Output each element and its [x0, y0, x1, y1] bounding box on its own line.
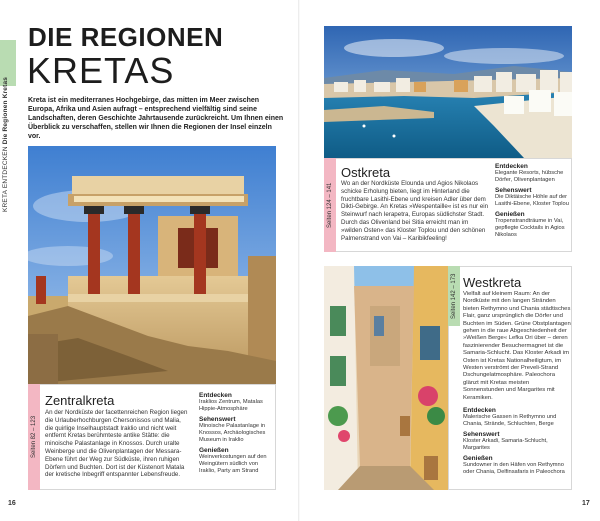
region-text-ostkreta: Wo an der Nordküste Elounda und Agios Nikolaos schicke Erholung bieten, liegt im Hinterland die fruchtbare Lasithi-Ebene und kreisen Adler über dem Dikti-Gebirge. An Kretas »Wespentaille« ist es nur ein Steinwurf nach Ierapetra, Europas südlichster Stadt. Durch das Olivenland bei Sitia erreicht man im »wilden Osten« das Kloster Toplou und den schönen Palmenstrand von Vai – Karibikfeeling!	[341, 180, 489, 242]
facts-ostkreta	[495, 163, 571, 239]
facts-heading-sehenswert: Sehenswert	[495, 187, 532, 194]
knossos-photo	[28, 146, 276, 384]
page-title-line2: KRETAS	[27, 50, 175, 91]
pages-tab-zentralkreta: Seiten 82 – 123	[28, 384, 40, 490]
facts-entdecken: Malerische Gassen in Rethymno und Chania, Strände, Schluchten, Berge	[463, 414, 557, 427]
facts-geniessen: Sundowner in den Häfen von Rethymno oder Chania, Delfinsafaris in Paleochora	[463, 462, 565, 475]
region-title-ostkreta: Ostkreta	[341, 165, 391, 180]
facts-heading-geniessen: Genießen	[495, 211, 525, 218]
facts-geniessen: Weinverkostungen auf den Weingütern südlich von Iraklio, Party am Strand	[199, 454, 267, 474]
street-photo	[324, 266, 448, 490]
facts-sehenswert: Die Diktäische Höhle auf der Lasithi-Ebene, Kloster Toplou	[495, 194, 569, 207]
facts-zentralkreta	[199, 392, 273, 475]
street-illustration	[324, 266, 448, 490]
facts-entdecken: Iraklios Zentrum, Matalas Hippie-Atmosphäre	[199, 399, 263, 412]
region-card-ostkreta	[324, 158, 572, 252]
intro-paragraph: Kreta ist ein mediterranes Hochgebirge, das mitten im Meer zwischen Europa, Afrika und Asien aufragt – entsprechend vielfältig sind seine Landschaften, deren Geschichte Jahrtausende zurückreicht. Um Ihnen einen Überblick zu verschaffen, stellen wir Ihnen die Regionen der Insel einzeln vor.	[28, 97, 284, 140]
facts-entdecken: Elegante Resorts, hübsche Dörfer, Olivenplantagen	[495, 170, 564, 183]
page-number-left: 16	[8, 500, 16, 507]
facts-sehenswert: Kloster Arkadi, Samaria-Schlucht, Margarites	[463, 438, 548, 451]
facts-heading-sehenswert: Sehenswert	[199, 416, 236, 423]
region-title-westkreta: Westkreta	[463, 275, 522, 290]
pages-tab-westkreta: Seiten 142 – 173	[448, 266, 460, 326]
region-text-westkreta: Vielfalt auf kleinem Raum: An der Nordküste mit den langen Stränden bieten Rethymno und Chania städtisches Flair, ganz ursprünglich die Dörfer und Buchten im Süden. Grüne Obstplantagen gehen in die raue Abgeschiedenheit der »Weißen Berge« Lefka Ori über – deren faszinierender Besuchermagnet ist die Samaria-Schlucht. Das Kloster Arkadi im Osten ist Kretas Nationalheiligtum, im Westen verströmt der Preveli-Strand Dschungelatmosphäre. Paleochora glänzt mit Kretas meisten Sonnenstunden und Margarites mit Keramiken.	[463, 291, 571, 401]
region-title-zentralkreta: Zentralkreta	[45, 393, 115, 408]
side-chapter: Die Regionen Kretas	[2, 76, 9, 145]
region-text-zentralkreta: An der Nordküste der facettenreichen Region liegen die Urlauberhochburgen Chersonissos und Malia, die quirlige Inselhauptstadt Iraklio und nicht weit entfernt Kretas berühmteste antike Stätte: die minoische Palastanlage in Knossos. Durch uralte Weinberge und die Olivenplantagen der Messara-Ebene führt der Weg zur Südküste, ihren ruhigen Dörfern und Buchten. Dort ist der Küstenort Matala der kretische Inbegriff entspannter Lebensfreude.	[45, 409, 188, 479]
side-running-head	[2, 76, 16, 212]
facts-heading-entdecken: Entdecken	[199, 392, 232, 399]
page-number-right: 17	[582, 500, 590, 507]
harbor-photo	[324, 26, 572, 158]
facts-westkreta	[463, 407, 571, 476]
page-title-line1: DIE REGIONEN	[28, 22, 224, 52]
pages-tab-ostkreta: Seiten 124 – 141	[324, 158, 336, 252]
region-card-zentralkreta	[28, 384, 276, 490]
facts-heading-geniessen: Genießen	[463, 455, 493, 462]
knossos-illustration	[28, 146, 276, 384]
facts-heading-entdecken: Entdecken	[495, 163, 528, 170]
facts-sehenswert: Minoische Palastanlage in Knossos, Archäologisches Museum in Iraklio	[199, 423, 266, 443]
facts-heading-geniessen: Genießen	[199, 447, 229, 454]
facts-geniessen: Tropenstrandträume in Vai, gepflegte Cocktails in Agios Nikolaos	[495, 218, 565, 238]
facts-heading-entdecken: Entdecken	[463, 407, 496, 414]
side-section: KRETA ENTDECKEN	[2, 146, 9, 212]
facts-heading-sehenswert: Sehenswert	[463, 431, 500, 438]
harbor-illustration	[324, 26, 572, 158]
region-card-westkreta	[448, 266, 572, 490]
